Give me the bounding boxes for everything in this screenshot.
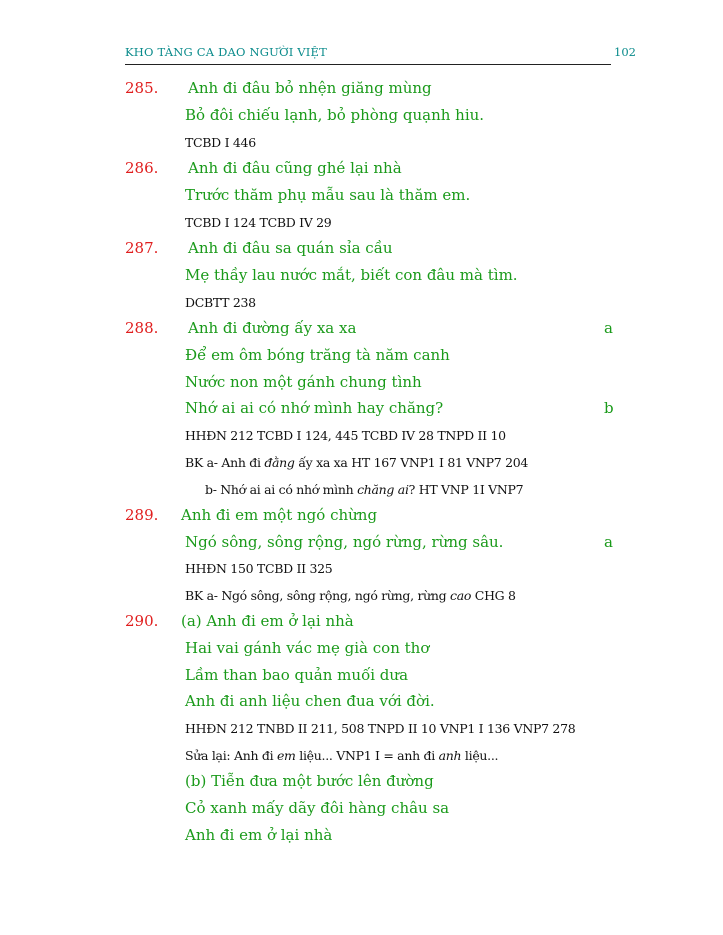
- variant-note: b- Nhớ ai ai có nhớ mình chăng ai? HT VNP 1I VNP7: [205, 482, 524, 497]
- verse-line: Trước thăm phụ mẫu sau là thăm em.: [185, 186, 471, 204]
- verse-line: Anh đi đâu sa quán sỉa cầu: [188, 239, 393, 257]
- verse-line: Nhớ ai ai có nhớ mình hay chăng?: [185, 399, 444, 417]
- correction-note: Sửa lại: Anh đi em liệu... VNP1 I = anh đi anh liệu...: [185, 748, 499, 763]
- source-reference: HHĐN 150 TCBD II 325: [185, 561, 333, 576]
- line-marker: a: [604, 319, 613, 337]
- source-reference: HHĐN 212 TNBD II 211, 508 TNPD II 10 VNP1 I 136 VNP7 278: [185, 721, 576, 736]
- source-reference: TCBD I 446: [185, 135, 256, 150]
- verse-line: Anh đi đường ấy xa xa: [188, 319, 357, 337]
- verse-line: (a) Anh đi em ở lại nhà: [181, 612, 354, 630]
- variant-note: BK a- Anh đi đằng ấy xa xa HT 167 VNP1 I 81 VNP7 204: [185, 455, 529, 470]
- verse-line: Bỏ đôi chiếu lạnh, bỏ phòng quạnh hiu.: [185, 106, 485, 124]
- entry-number: 287.: [125, 239, 159, 257]
- verse-line: Để em ôm bóng trăng tà năm canh: [185, 346, 450, 364]
- book-title: KHO TÀNG CA DAO NGƯỜI VIỆT: [125, 45, 328, 59]
- entry-number: 290.: [125, 612, 159, 630]
- entry-number: 289.: [125, 506, 159, 524]
- verse-line: Ngó sông, sông rộng, ngó rừng, rừng sâu.: [185, 533, 504, 551]
- verse-line: Anh đi em ở lại nhà: [185, 826, 333, 844]
- entry-number: 285.: [125, 79, 159, 97]
- verse-line: Anh đi em một ngó chừng: [181, 506, 378, 524]
- source-reference: DCBTT 238: [185, 295, 256, 310]
- verse-line: Cỏ xanh mấy dãy đôi hàng châu sa: [185, 799, 450, 817]
- page-number: 102: [614, 45, 636, 59]
- line-marker: b: [604, 399, 614, 417]
- verse-line: (b) Tiễn đưa một bước lên đường: [185, 772, 434, 790]
- verse-line: Nước non một gánh chung tình: [185, 373, 422, 391]
- source-reference: HHĐN 212 TCBD I 124, 445 TCBD IV 28 TNPD II 10: [185, 428, 506, 443]
- source-reference: TCBD I 124 TCBD IV 29: [185, 215, 332, 230]
- page-header: [125, 44, 611, 65]
- verse-line: Anh đi anh liệu chen đua với đời.: [185, 692, 435, 710]
- entry-number: 286.: [125, 159, 159, 177]
- verse-line: Mẹ thầy lau nước mắt, biết con đâu mà tìm.: [185, 266, 518, 284]
- verse-line: Anh đi đâu cũng ghé lại nhà: [188, 159, 402, 177]
- verse-line: Hai vai gánh vác mẹ già con thơ: [185, 639, 430, 657]
- verse-line: Lầm than bao quản muối dưa: [185, 666, 409, 684]
- entry-number: 288.: [125, 319, 159, 337]
- variant-note: BK a- Ngó sông, sông rộng, ngó rừng, rừng cao CHG 8: [185, 588, 516, 603]
- line-marker: a: [604, 533, 613, 551]
- verse-line: Anh đi đâu bỏ nhện giăng mùng: [188, 79, 432, 97]
